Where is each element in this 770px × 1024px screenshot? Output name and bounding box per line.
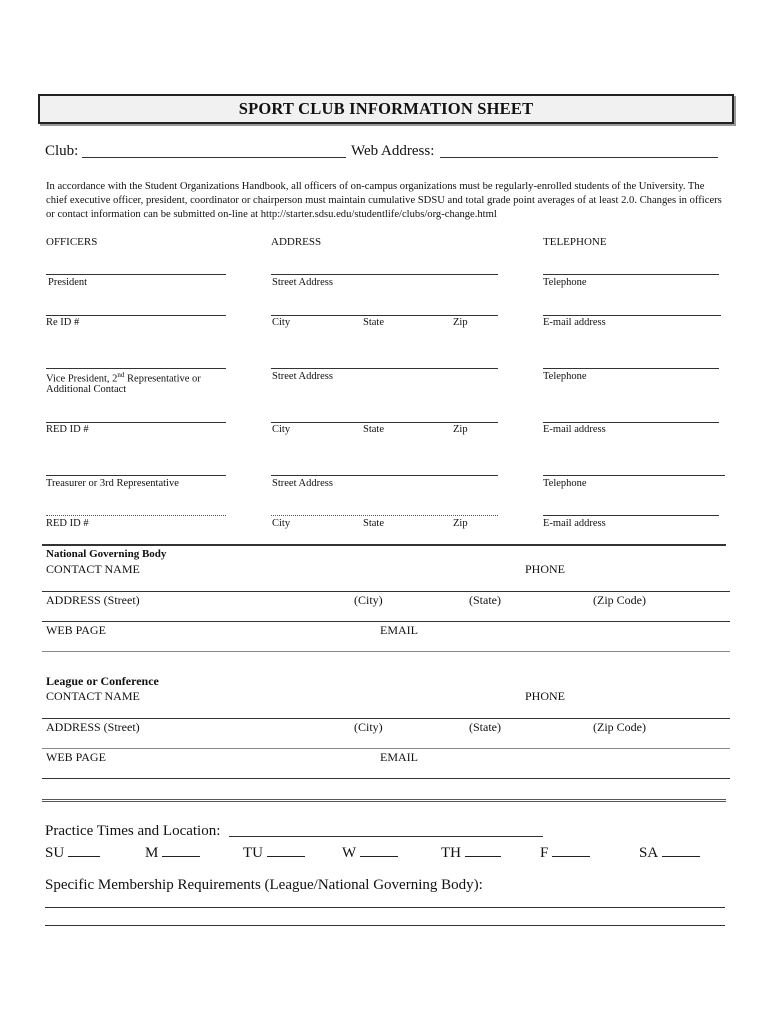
vp-street-field[interactable] xyxy=(271,368,498,369)
vp-name-field[interactable] xyxy=(46,368,226,369)
telephone-label: Telephone xyxy=(543,371,587,382)
league-address-line[interactable] xyxy=(42,748,730,749)
league-contact-label: CONTACT NAME xyxy=(46,689,140,703)
treasurer-email-field[interactable] xyxy=(543,515,719,516)
officers-header: OFFICERS xyxy=(46,236,98,248)
day-su-field[interactable] xyxy=(68,842,100,857)
vp-city-field[interactable] xyxy=(271,422,498,423)
league-contact-line[interactable] xyxy=(42,718,730,719)
league-address-label: ADDRESS (Street) xyxy=(46,720,140,734)
ngb-contact-label: CONTACT NAME xyxy=(46,562,140,576)
day-w: W xyxy=(342,842,398,862)
day-tu: TU xyxy=(243,842,305,862)
league-web-label: WEB PAGE xyxy=(46,750,106,764)
ngb-state-label: (State) xyxy=(469,593,501,607)
section-divider xyxy=(42,544,726,546)
city-label: City xyxy=(272,424,291,435)
state-label: State xyxy=(363,317,384,328)
telephone-header: TELEPHONE xyxy=(543,236,607,248)
street-address-label: Street Address xyxy=(272,371,333,382)
treasurer-name-field[interactable] xyxy=(46,475,226,476)
president-id-field[interactable] xyxy=(46,315,226,316)
membership-label: Specific Membership Requirements (League/National Governing Body): xyxy=(45,877,483,893)
day-sa: SA xyxy=(639,842,700,862)
ngb-phone-label: PHONE xyxy=(525,562,566,576)
president-email-field[interactable] xyxy=(543,315,721,316)
practice-location-field[interactable] xyxy=(229,836,543,837)
vp-label-line2: Additional Contact xyxy=(46,384,127,395)
day-w-field[interactable] xyxy=(360,842,398,857)
league-city-label: (City) xyxy=(354,720,383,734)
zip-label: Zip xyxy=(453,424,468,435)
email-label: E-mail address xyxy=(543,424,606,435)
ngb-heading: National Governing Body xyxy=(46,548,167,560)
web-address-field[interactable] xyxy=(440,157,718,158)
form-title: SPORT CLUB INFORMATION SHEET xyxy=(38,94,734,124)
league-state-label: (State) xyxy=(469,720,501,734)
vp-id-field[interactable] xyxy=(46,422,226,423)
email-label: E-mail address xyxy=(543,317,606,328)
day-f: F xyxy=(540,842,590,862)
vp-email-field[interactable] xyxy=(543,422,719,423)
president-street-field[interactable] xyxy=(271,274,498,275)
treasurer-telephone-field[interactable] xyxy=(543,475,725,476)
president-telephone-field[interactable] xyxy=(543,274,719,275)
web-address-label: Web Address: xyxy=(351,143,435,159)
treasurer-city-field[interactable] xyxy=(271,515,498,516)
league-heading: League or Conference xyxy=(46,674,159,688)
league-zip-label: (Zip Code) xyxy=(593,720,646,734)
city-label: City xyxy=(272,518,291,529)
ngb-web-line[interactable] xyxy=(42,651,730,652)
membership-line-2[interactable] xyxy=(45,925,725,926)
league-email-label: EMAIL xyxy=(380,750,418,764)
practice-label: Practice Times and Location: xyxy=(45,823,221,839)
club-label: Club: xyxy=(45,143,79,159)
president-id-label: Re ID # xyxy=(46,317,80,328)
membership-line-1[interactable] xyxy=(45,907,725,908)
ngb-city-label: (City) xyxy=(354,593,383,607)
treasurer-id-label: RED ID # xyxy=(46,518,89,529)
vp-telephone-field[interactable] xyxy=(543,368,719,369)
day-th-field[interactable] xyxy=(465,842,501,857)
day-sa-field[interactable] xyxy=(662,842,700,857)
day-th: TH xyxy=(441,842,501,862)
address-header: ADDRESS xyxy=(271,236,322,248)
zip-label: Zip xyxy=(453,518,468,529)
day-m: M xyxy=(145,842,200,862)
email-label: E-mail address xyxy=(543,518,606,529)
ngb-web-label: WEB PAGE xyxy=(46,623,106,637)
ngb-address-line[interactable] xyxy=(42,621,730,622)
treasurer-id-field[interactable] xyxy=(46,515,226,516)
day-m-field[interactable] xyxy=(162,842,200,857)
day-tu-field[interactable] xyxy=(267,842,305,857)
zip-label: Zip xyxy=(453,317,468,328)
street-address-label: Street Address xyxy=(272,277,333,288)
telephone-label: Telephone xyxy=(543,277,587,288)
president-label: President xyxy=(48,277,88,288)
state-label: State xyxy=(363,518,384,529)
president-name-field[interactable] xyxy=(46,274,226,275)
club-field[interactable] xyxy=(82,157,346,158)
vp-id-label: RED ID # xyxy=(46,424,89,435)
vp-label: Vice President, 2nd Representative or xyxy=(46,371,201,385)
ngb-contact-line[interactable] xyxy=(42,591,730,592)
street-address-label: Street Address xyxy=(272,478,333,489)
day-su: SU xyxy=(45,842,100,862)
section-divider xyxy=(42,799,726,802)
treasurer-street-field[interactable] xyxy=(271,475,498,476)
day-f-field[interactable] xyxy=(552,842,590,857)
ngb-email-label: EMAIL xyxy=(380,623,418,637)
president-city-field[interactable] xyxy=(271,315,498,316)
city-label: City xyxy=(272,317,291,328)
ngb-zip-label: (Zip Code) xyxy=(593,593,646,607)
league-phone-label: PHONE xyxy=(525,689,566,703)
telephone-label: Telephone xyxy=(543,478,587,489)
intro-paragraph: In accordance with the Student Organizations Handbook, all officers of on-campus organizations must be regularly-enrolled students of the University. The chief executive officer, president, coordinator or chairperson must maintain cumulative SDSU and total grade point averages of at least 2.0. Changes in officers or contact information can be submitted on-line at http://starter.sdsu.edu/studentlife/clubs/org-change.html xyxy=(46,181,722,220)
league-web-line[interactable] xyxy=(42,778,730,779)
state-label: State xyxy=(363,424,384,435)
treasurer-label: Treasurer or 3rd Representative xyxy=(46,478,179,489)
ngb-address-label: ADDRESS (Street) xyxy=(46,593,140,607)
